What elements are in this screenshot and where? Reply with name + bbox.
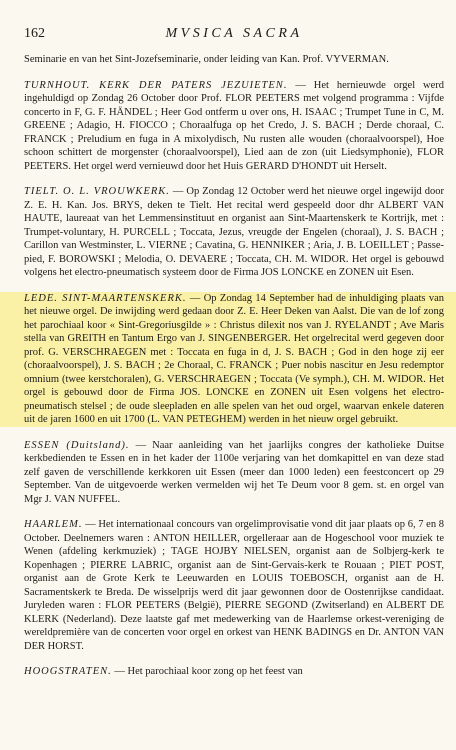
page-number: 162 bbox=[24, 26, 45, 41]
entry-hoogstraten bbox=[24, 665, 444, 679]
entry-essen bbox=[24, 439, 444, 507]
intro-paragraph: Seminarie en van het Sint-Jozefseminarie, onder leiding van Kan. Prof. VYVERMAN. bbox=[24, 54, 389, 65]
em-dash: — bbox=[114, 666, 125, 677]
entry-haarlem bbox=[24, 518, 444, 653]
em-dash: — bbox=[172, 186, 184, 197]
entry-heading: HOOGSTRATEN. bbox=[24, 666, 112, 677]
entry-tielt bbox=[24, 185, 444, 280]
em-dash: — bbox=[85, 519, 96, 530]
entry-text: Het hernieuwde orgel werd ingehuldigd op Zondag 26 October door Prof. FLOR PEETERS met volgend programma : Vijfde concerto in F, G. F. HÄNDEL ; Heer God ontferm u over ons, H. ISAAC ; Trumpet Tune in C, M. GREENE ; Adagio, H. FIOCCO ; Choraalfuga op het Credo, J. S. BACH ; Derde choraal, C. FRANCK ; Preludium en fuga in A mixolydisch, Nu rusten alle wouden (choraalvoorspel), Hoe schoon schittert de morgenster (choraalvoorspel), Lied aan de zon (uit Liedsymphonie), FLOR PEETERS. Het orgel werd vernieuwd door het Huis GERARD D'HONDT uit Herselt. bbox=[24, 79, 445, 172]
entry-heading: TURNHOUT. KERK DER PATERS JEZUIETEN. bbox=[24, 79, 288, 91]
entry-heading: TIELT. O. L. VROUWKERK. bbox=[24, 186, 170, 197]
entry-heading: LEDE. SINT-MAARTENSKERK. bbox=[24, 292, 187, 304]
page-header bbox=[24, 26, 444, 42]
running-title: MVSICA SACRA bbox=[165, 26, 303, 41]
entry-turnhout bbox=[24, 79, 444, 174]
entry-text: Het internationaal concours van orgelimprovisatie vond dit jaar plaats op 6, 7 en 8 October. Deelnemers waren : ANTON HEILLER, orgelleraar aan de Hogeschool voor muziek te Wenen (afdeling kerkmuziek) ; TAGE HOJBY NIELSEN, organist aan de Solbjerg-kerk te Kopenhagen ; PIERRE LABRIC, organist aan de Sint-Gervais-kerk te Rouaan ; PIET POST, organist aan de Grote Kerk te Leeuwarden en LOUIS TOEBOSCH, organist aan de H. Sacramentskerk te Breda. De wisselprijs werd dit jaar gewonnen door de Oostenrijkse candidaat. Juryleden waren : FLOR PEETERS (België), PIERRE SEGOND (Zwitserland) en ALBERT DE KLERK (Nederland). Deze laatste gaf met medewerking van de Haarlemse orkest-vereniging de wereldpremière van de concerten voor orgel en orkest van HENK BADINGS en Dr. ANTON VAN DER HORST. bbox=[24, 519, 445, 652]
entry-text: Naar aanleiding van het jaarlijks congres der katholieke Duitse kerkbedienden te Essen en in het kader der 1100e verjaring van het domkapittel en van deze stad zelf gaven de verschillende kerkkoren uit Essen (meer dan 1000 leden) een feestconcert op 29 September. Van de uitgevoerde werken vermelden wij het Te Deum voor 8 gem. st. en orgel van Mgr J. VAN NUFFEL. bbox=[24, 439, 445, 505]
entry-heading: ESSEN (Duitsland). bbox=[24, 439, 130, 451]
entry-text: Het parochiaal koor zong op het feest van bbox=[127, 666, 303, 677]
em-dash: — bbox=[295, 79, 306, 91]
entry-text: Op Zondag 14 September had de inhuldiging plaats van het nieuwe orgel. De inwijding werd gedaan door Z. E. Heer Deken van Aalst. Die van de lof zong het parochiaal koor « Sint-Gregoriusgilde » : Christus dilexit nos van J. RYELANDT ; Ave Maris stella van GREITH en Tantum Ergo van J. SINGENBERGER. Het orgelrecital werd gegeven door prof. G. VERSCHRAEGEN met : Toccata en fuga in d, J. S. BACH ; God in den hoge zij eer (choraalvoorspel), J. S. BACH ; 2e Choraal, C. FRANCK ; Puer nobis nascitur en Jesu redemptor omnium (twee kerstchoralen), G. VERSCHRAEGEN ; Toccata (Ve symph.), CH. M. WIDOR. Het orgel is gebouwd door de Firma JOS. LONCKE en ZONEN uit Esen volgens het electro-pneumatisch stelsel ; de oude sleepladen en alle spelen van het oud orgel, waarvan enkele dateren uit de jaren 1600 en uit 1700 (L. VAN PETEGHEM) werden in het nieuw orgel gebruikt. bbox=[24, 292, 445, 425]
entry-text: Op Zondag 12 October werd het nieuwe orgel ingewijd door Z. E. H. Kan. Jos. BRYS, deken te Tielt. Het recital werd gespeeld door dhr ALBERT VAN HAUTE, laureaat van het Lemmensinstituut en organist aan Sint-Maartenskerk te Kortrijk, met : Trumpet-voluntary, H. PURCELL ; Toccata, Jezus, vreugde der Engelen (choraal), J. S. BACH ; Carillon van Westminster, L. VIERNE ; Cavatina, G. HENNIKER ; Aria, J. B. LOEILLET ; Passe-pied, F. BOROWSKI ; Melodia, O. DEVAERE ; Toccata, CH. M. WIDOR. Het orgel is gebouwd volgens het electro-pneumatisch systeem door de Firma JOS LONCKE en ZONEN uit Esen. bbox=[24, 186, 445, 278]
em-dash: — bbox=[189, 292, 201, 304]
em-dash: — bbox=[135, 439, 147, 451]
entry-lede-highlighted bbox=[0, 292, 456, 427]
entry-heading: HAARLEM. bbox=[24, 519, 83, 530]
page-body bbox=[24, 53, 444, 691]
